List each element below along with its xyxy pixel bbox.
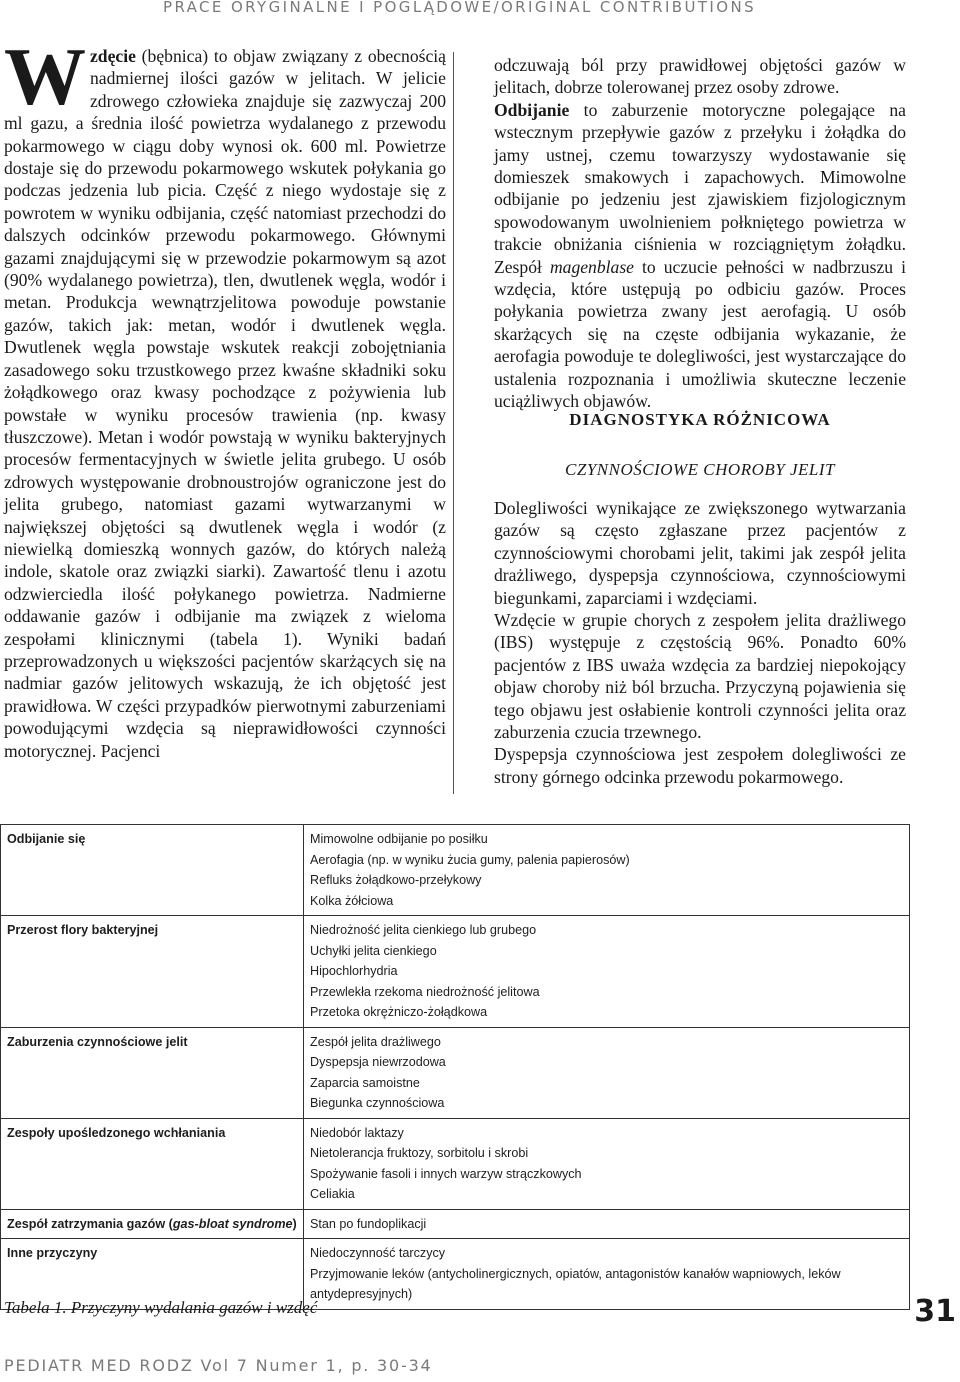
table-category: Zespoły upośledzonego wchłaniania (1, 1118, 304, 1209)
table-category: Inne przyczyny (1, 1239, 304, 1310)
table-items (304, 1239, 910, 1310)
journal-section-title: PRACE ORYGINALNE I POGLĄDOWE/ORIGINAL CONTRIBUTIONS (163, 0, 756, 16)
table-item: Dyspepsja niewrzodowa (310, 1055, 446, 1069)
table-item: Aerofagia (np. w wyniku żucia gumy, palenia papierosów) (310, 852, 630, 867)
table-item: Kolka żółciowa (310, 893, 394, 908)
dyspepsia-paragraph: Dyspepsja czynnościowa jest zespołem dolegliwości ze strony górnego odcinka przewodu pokarmowego. (494, 744, 906, 787)
table-row (1, 916, 910, 1028)
table-item: Zespół jelita drażliwego (310, 1034, 441, 1049)
section-heading: DIAGNOSTYKA RÓŻNICOWA (569, 410, 831, 429)
table-items (304, 916, 910, 1028)
category-text-end: ) (292, 1216, 297, 1231)
table-row (1, 1209, 910, 1239)
table-item: Niedobór laktazy (310, 1125, 404, 1140)
left-column (4, 31, 446, 762)
table-item: Niedoczynność tarczycy (310, 1246, 446, 1260)
table-item: Refluks żołądkowo-przełykowy (310, 873, 482, 887)
table-category (1, 1209, 304, 1239)
belching-term: Odbijanie (494, 99, 570, 120)
magenblase-term: magenblase (549, 256, 634, 277)
table-item: Zaparcia samoistne (310, 1075, 420, 1090)
citation-footer: PEDIATR MED RODZ Vol 7 Numer 1, p. 30-34 (4, 1356, 433, 1375)
table-item: Biegunka czynnościowa (310, 1096, 445, 1110)
table-item: Spożywanie fasoli i innych warzyw strączkowych (310, 1166, 582, 1181)
causes-table (0, 824, 910, 1310)
running-header (0, 0, 960, 22)
table-item: Nietolerancja fruktozy, sorbitolu i skrobi (310, 1146, 529, 1160)
drop-cap: W (4, 31, 86, 122)
table-items (304, 1027, 910, 1118)
lead-word: zdęcie (90, 46, 136, 66)
table-item: Uchyłki jelita cienkiego (310, 943, 437, 958)
table-item: Przyjmowanie leków (antycholinergicznych, opiatów, antagonistów kanałów wapniowych, leków antydepresyjnych) (310, 1266, 841, 1301)
intro-paragraph (4, 31, 446, 762)
belching-paragraph (494, 99, 906, 413)
table-items (304, 825, 910, 916)
table-caption: Tabela 1. Przyczyny wydalania gazów i wzdęć (4, 1298, 318, 1317)
table-row (1, 1027, 910, 1118)
table-item: Mimowolne odbijanie po posiłku (310, 832, 488, 846)
ibs-paragraph: Wzdęcie w grupie chorych z zespołem jelita drażliwego (IBS) występuje z częstością 96%. Ponadto 60% pacjentów z IBS uważa wzdęcia za bardziej niepokojący objaw choroby niż ból brzucha. Przyczyną pojawienia się tego objawu jest osłabienie kontroli czynności jelita oraz zaburzenia czucia trzewnego. (494, 610, 906, 743)
table-item: Stan po fundoplikacji (310, 1216, 427, 1231)
table-category: Przerost flory bakteryjnej (1, 916, 304, 1028)
subsection-heading: CZYNNOŚCIOWE CHOROBY JELIT (565, 460, 835, 479)
intro-text: (bębnica) to objaw związany z obecnością nadmiernej ilości gazów w jelitach. W jelicie zdrowego człowieka znajduje się zazwyczaj 200 ml gazu, a średnia ilość powietrza wydalanego z przewodu pokarmowego w ciągu doby wynosi ok. 600 ml. Powietrze dostaje się do przewodu pokarmowego wskutek połykania go podczas jedzenia lub picia. Część z niego wydostaje się z powrotem w wyniku odbijania, część natomiast przechodzi do dalszych odcinków przewodu pokarmowego. Głównymi gazami znajdującymi się w przewodzie pokarmowym są azot (90% wydalanego powietrza), tlen, dwutlenek węgla, wodór i metan. Produkcja wewnątrzjelitowa powoduje powstanie gazów, takich jak: metan, wodór i dwutlenek węgla. Dwutlenek węgla powstaje wskutek reakcji zobojętniania zasadowego soku trzustkowego przez kwaśne składniki soku żołądkowego oraz kwasy pochodzące z pożywienia lub powstałe w wyniku procesów trawienia (np. kwasy tłuszczowe). Metan i wodór powstają w wyniku bakteryjnych procesów fermentacyjnych w świetle jelita grubego. U osób zdrowych występowanie drobnoustrojów ograniczone jest do jelita grubego, natomiast gazami wytwarzanymi w największej objętości są dwutlenek węgla i wodór (z niewielką domieszką wonnych gazów, do których należą indole, skatole oraz związki siarki). Zawartość tlenu i azotu odzwierciedla ilość połykanego powietrza. Nadmierne oddawanie gazów i odbijanie ma związek z wieloma zespołami klinicznymi (tabela 1). Wyniki badań przeprowadzonych u większości pacjentów skarżących się na nadmiar gazów jelitowych wskazują, że ich objętość jest prawidłowa. W części przypadków pierwotnymi zaburzeniami powodującymi wzdęcia są nieprawidłowości czynności motorycznej. Pacjenci (4, 46, 446, 761)
table-row (1, 1118, 910, 1209)
table-item: Hipochlorhydria (310, 964, 398, 978)
belching-text: to zaburzenie motoryczne polegające na wstecznym przepływie gazów z przełyku i żołądka do jamy ustnej, czemu towarzyszy wydostawanie się domieszek smakowych i zapachowych. Mimowolne odbijanie po jedzeniu jest zjawiskiem fizjologicznym spowodowanym uwolnieniem połkniętego powietrza w trakcie obniżania ciśnienia w rozciągniętym żołądku. Zespół (494, 99, 906, 277)
category-text: Zespół zatrzymania gazów ( (7, 1216, 173, 1231)
table-items (304, 1118, 910, 1209)
right-column-lower (494, 497, 906, 788)
table-category: Zaburzenia czynnościowe jelit (1, 1027, 304, 1118)
table-row (1, 825, 910, 916)
table-item: Przetoka okrężniczo-żołądkowa (310, 1005, 488, 1019)
page-number: 31 (914, 1294, 956, 1329)
continuation-paragraph: odczuwają ból przy prawidłowej objętości gazów w jelitach, dobrze tolerowanej przez osoby zdrowe. (494, 55, 906, 98)
table-item: Celiakia (310, 1187, 355, 1201)
table-category: Odbijanie się (1, 825, 304, 916)
table-items (304, 1209, 910, 1239)
table-item: Niedrożność jelita cienkiego lub grubego (310, 923, 537, 937)
belching-text-end: to uczucie pełności w nadbrzuszu i wzdęcia, które ustępują po odbiciu gazów. Proces połykania powietrza zwany jest aerofagią. U osób skarżących się na częste odbijania wykazanie, że aerofagia powoduje te dolegliwości, jest wystarczające do ustalenia rozpoznania i umożliwia skuteczne leczenie uciążliwych objawów. (494, 256, 906, 412)
column-divider (453, 52, 454, 794)
right-column (494, 54, 906, 413)
table-item: Przewlekła rzekoma niedrożność jelitowa (310, 984, 540, 999)
category-italic: gas-bloat syndrome (172, 1216, 293, 1231)
functional-paragraph: Dolegliwości wynikające ze zwiększonego wytwarzania gazów są często zgłaszane przez pacjentów z czynnościowymi chorobami jelit, takimi jak zespół jelita drażliwego, dyspepsja czynnościowa, czynnościowymi biegunkami, zaparciami i wzdęciami. (494, 498, 906, 608)
